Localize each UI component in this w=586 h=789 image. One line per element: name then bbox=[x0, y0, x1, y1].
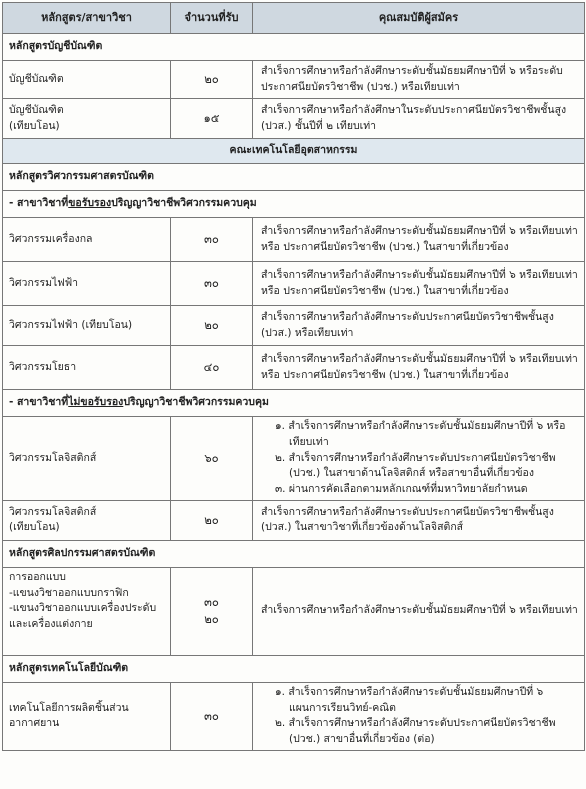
admission-table bbox=[2, 2, 585, 751]
requirement-item: ๑. สำเร็จการศึกษาหรือกำลังศึกษาระดับชั้นมัธยมศึกษาปีที่ ๖ หรือเทียบเท่า bbox=[275, 420, 566, 448]
table-row bbox=[3, 262, 585, 306]
subsection-heading: - สาขาวิชาที่ไม่ขอรับรองปริญญาวิชาชีพวิศวกรรมควบคุม bbox=[3, 390, 585, 417]
section-heading: หลักสูตรบัญชีบัณฑิต bbox=[3, 34, 585, 61]
program-count: ๒๐ bbox=[171, 500, 253, 540]
program-requirement: สำเร็จการศึกษาหรือกำลังศึกษาระดับประกาศนียบัตรวิชาชีพชั้นสูง (ปวส.) หรือเทียบเท่า bbox=[253, 306, 585, 346]
program-count: ๒๐ bbox=[171, 61, 253, 99]
program-requirement bbox=[253, 417, 585, 501]
program-name: บัญชีบัณฑิต bbox=[3, 61, 171, 99]
program-count: ๖๐ bbox=[171, 417, 253, 501]
header-program: หลักสูตร/สาขาวิชา bbox=[3, 3, 171, 34]
program-requirement: สำเร็จการศึกษาหรือกำลังศึกษาระดับประกาศนียบัตรวิชาชีพชั้นสูง (ปวส.) ในสาขาวิชาที่เกี่ยวข้องด้านโลจิสติกส์ bbox=[253, 500, 585, 540]
program-count: ๓๐ bbox=[171, 262, 253, 306]
requirement-item: ๓. ผ่านการคัดเลือกตามหลักเกณฑ์ที่มหาวิทยาลัยกำหนด bbox=[275, 483, 528, 495]
header-count: จำนวนที่รับ bbox=[171, 3, 253, 34]
requirement-item: ๒. สำเร็จการศึกษาหรือกำลังศึกษาระดับประกาศนียบัตรวิชาชีพ (ปวช.) ในสาขาด้านโลจิสติกส์ หรือสาขาอื่นที่เกี่ยวข้อง bbox=[275, 451, 556, 480]
program-requirement: สำเร็จการศึกษาหรือกำลังศึกษาระดับชั้นมัธยมศึกษาปีที่ ๖ หรือเทียบเท่า หรือ ประกาศนียบัตรวิชาชีพ (ปวช.) ในสาขาที่เกี่ยวข้อง bbox=[253, 346, 585, 390]
program-name: วิศวกรรมเครื่องกล bbox=[3, 218, 171, 262]
program-count: ๒๐ bbox=[171, 306, 253, 346]
program-requirement: สำเร็จการศึกษาหรือกำลังศึกษาระดับชั้นมัธยมศึกษาปีที่ ๖ หรือเทียบเท่า หรือ ประกาศนียบัตรวิชาชีพ (ปวช.) ในสาขาที่เกี่ยวข้อง bbox=[253, 262, 585, 306]
program-count: ๓๐ bbox=[171, 682, 253, 750]
program-name: เทคโนโลยีการผลิตชิ้นส่วนอากาศยาน bbox=[3, 682, 171, 750]
table-header bbox=[3, 3, 585, 34]
program-name: บัญชีบัณฑิต (เทียบโอน) bbox=[3, 99, 171, 139]
program-name: วิศวกรรมไฟฟ้า (เทียบโอน) bbox=[3, 306, 171, 346]
program-count: ๓๐ bbox=[171, 218, 253, 262]
program-name: วิศวกรรมโลจิสติกส์ bbox=[3, 417, 171, 501]
table-row bbox=[3, 567, 585, 655]
faculty-heading: คณะเทคโนโลยีอุตสาหกรรม bbox=[3, 139, 585, 164]
table-row bbox=[3, 500, 585, 540]
program-requirement: สำเร็จการศึกษาหรือกำลังศึกษาระดับชั้นมัธยมศึกษาปีที่ ๖ หรือเทียบเท่า หรือ ประกาศนียบัตรวิชาชีพ (ปวช.) ในสาขาที่เกี่ยวข้อง bbox=[253, 218, 585, 262]
program-requirement: สำเร็จการศึกษาหรือกำลังศึกษาในระดับประกาศนียบัตรวิชาชีพชั้นสูง (ปวส.) ชั้นปีที่ ๒ เทียบเท่า bbox=[253, 99, 585, 139]
section-heading: หลักสูตรศิลปกรรมศาสตรบัณฑิต bbox=[3, 540, 585, 567]
subsection-heading: - สาขาวิชาที่ขอรับรองปริญญาวิชาชีพวิศวกรรมควบคุม bbox=[3, 191, 585, 218]
program-requirement: สำเร็จการศึกษาหรือกำลังศึกษาระดับชั้นมัธยมศึกษาปีที่ ๖ หรือเทียบเท่า bbox=[253, 567, 585, 655]
requirement-item: ๒. สำเร็จการศึกษาหรือกำลังศึกษาระดับประกาศนียบัตรวิชาชีพ (ปวช.) สาขาอื่นที่เกี่ยวข้อง (ต่อ) bbox=[275, 717, 556, 745]
program-count: ๔๐ bbox=[171, 346, 253, 390]
program-name: วิศวกรรมโยธา bbox=[3, 346, 171, 390]
table-row bbox=[3, 417, 585, 501]
table-row bbox=[3, 99, 585, 139]
program-name: วิศวกรรมโลจิสติกส์ (เทียบโอน) bbox=[3, 500, 171, 540]
program-count: ๑๕ bbox=[171, 99, 253, 139]
program-requirement: สำเร็จการศึกษาหรือกำลังศึกษาระดับชั้นมัธยมศึกษาปีที่ ๖ หรือระดับประกาศนียบัตรวิชาชีพ (ปวช.) หรือเทียบเท่า bbox=[253, 61, 585, 99]
table-row bbox=[3, 682, 585, 750]
program-name: การออกแบบ -แขนงวิชาออกแบบกราฟิก -แขนงวิชาออกแบบเครื่องประดับ และเครื่องแต่งกาย bbox=[3, 567, 171, 655]
section-heading: หลักสูตรวิศวกรรมศาสตรบัณฑิต bbox=[3, 164, 585, 191]
requirement-item: ๑. สำเร็จการศึกษาหรือกำลังศึกษาระดับชั้นมัธยมศึกษาปีที่ ๖ แผนการเรียนวิทย์-คณิต bbox=[275, 685, 544, 714]
table-row bbox=[3, 306, 585, 346]
program-count: ๓๐ ๒๐ bbox=[171, 567, 253, 655]
table-row bbox=[3, 61, 585, 99]
program-name: วิศวกรรมไฟฟ้า bbox=[3, 262, 171, 306]
table-row bbox=[3, 218, 585, 262]
table-row bbox=[3, 346, 585, 390]
header-qualification: คุณสมบัติผู้สมัคร bbox=[253, 3, 585, 34]
section-heading: หลักสูตรเทคโนโลยีบัณฑิต bbox=[3, 655, 585, 682]
program-requirement bbox=[253, 682, 585, 750]
